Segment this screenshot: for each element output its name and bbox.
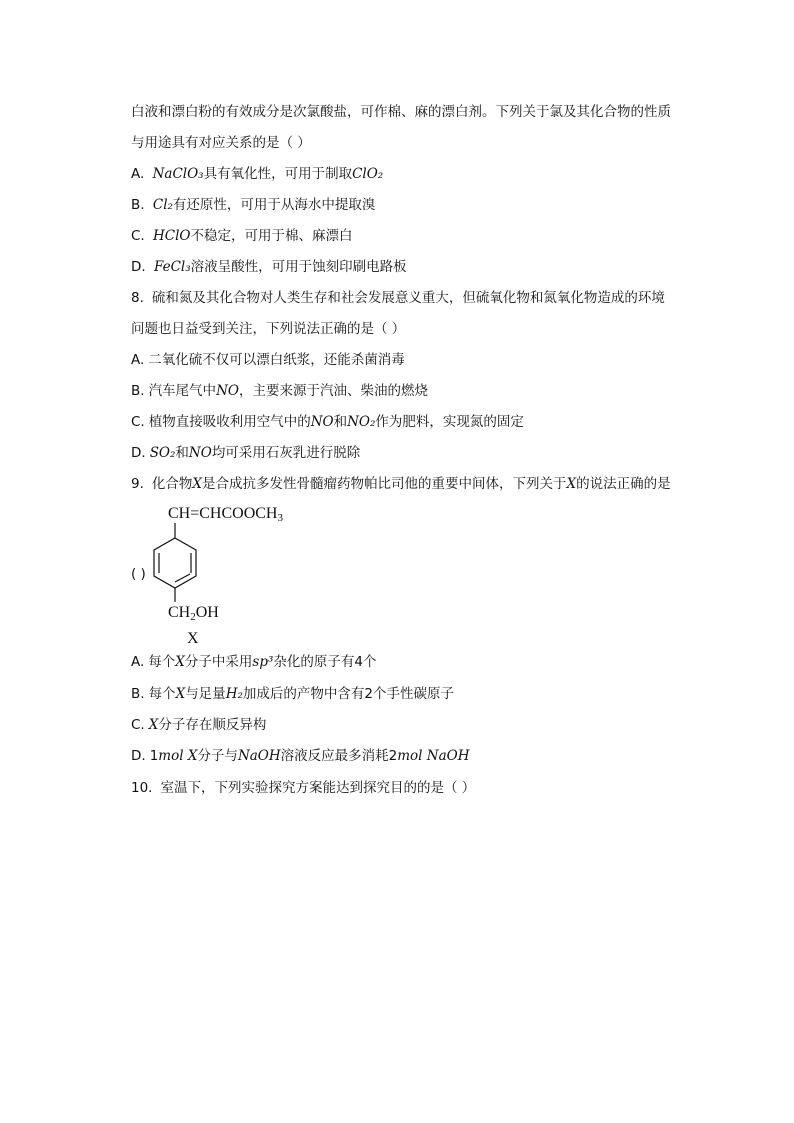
option-label: B. bbox=[131, 197, 145, 213]
option-text: 有还原性，可用于从海水中提取溴 bbox=[172, 197, 376, 213]
q9-option-d bbox=[131, 747, 469, 765]
question-number: 8. bbox=[131, 290, 144, 306]
formula: sp³ bbox=[252, 654, 274, 670]
option-text: 与足量 bbox=[185, 686, 226, 702]
q10-stem bbox=[131, 779, 475, 797]
formula: mol X bbox=[158, 748, 198, 764]
formula: NaClO₃ bbox=[152, 166, 204, 182]
formula: SO₂ bbox=[149, 445, 176, 461]
option-text: 具有氧化性，可用于制取 bbox=[203, 166, 353, 182]
q9-option-a bbox=[131, 653, 377, 671]
option-text: 均可采用石灰乳进行脱除 bbox=[211, 445, 361, 461]
option-text: 1 bbox=[149, 748, 159, 764]
option-label: D. bbox=[131, 259, 146, 275]
formula: H₂ bbox=[225, 686, 243, 702]
formula: HClO bbox=[153, 228, 191, 244]
option-text: 杂化的原子有4个 bbox=[273, 654, 377, 670]
option-text: 汽车尾气中 bbox=[148, 383, 217, 399]
option-text: 二氧化硫不仅可以漂白纸浆，还能杀菌消毒 bbox=[148, 352, 405, 368]
option-label: B. bbox=[131, 383, 145, 399]
question-text: 是合成抗多发性骨髓瘤药物帕比司他的重要中间体，下列关于 bbox=[202, 476, 567, 492]
option-text: 作为肥料，实现氮的固定 bbox=[375, 414, 524, 430]
question-text: 室温下，下列实验探究方案能达到探究目的的是（ ） bbox=[160, 780, 476, 796]
option-label: A. bbox=[131, 352, 145, 368]
top-substituent: CH=CHCOOCH3 bbox=[168, 505, 283, 524]
option-text: 每个 bbox=[148, 654, 176, 670]
formula: X bbox=[175, 654, 185, 670]
q9-answer-bracket: ( ) bbox=[131, 566, 146, 582]
option-text: 分子存在顺反异构 bbox=[158, 717, 267, 733]
option-text: 分子中采用 bbox=[184, 654, 253, 670]
option-text: ，主要来源于汽油、柴油的燃烧 bbox=[238, 383, 428, 399]
option-label: D. bbox=[131, 445, 146, 461]
formula: NaOH bbox=[237, 748, 281, 764]
q9-option-c bbox=[131, 716, 266, 734]
option-label: C. bbox=[131, 228, 145, 244]
option-label: A. bbox=[131, 166, 145, 182]
question-number: 10. bbox=[131, 780, 153, 796]
option-text: 分子与 bbox=[197, 748, 238, 764]
formula: FeCl₃ bbox=[153, 259, 191, 275]
formula: NO bbox=[310, 414, 334, 430]
bottom-substituent: CH2OH bbox=[168, 604, 219, 623]
option-text: 加成后的产物中含有2个手性碳原子 bbox=[242, 686, 454, 702]
formula: Cl₂ bbox=[152, 197, 173, 213]
formula: NO bbox=[188, 445, 212, 461]
question-number: 9. bbox=[131, 476, 144, 492]
intro-line-2: 与用途具有对应关系的是（ ） bbox=[131, 135, 311, 151]
question-text: 化合物 bbox=[151, 476, 193, 492]
formula: mol NaOH bbox=[397, 748, 470, 764]
option-text: 和 bbox=[333, 414, 348, 430]
intro-line-1: 白液和漂白粉的有效成分是次氯酸盐，可作棉、麻的漂白剂。下列关于氯及其化合物的性质 bbox=[131, 104, 671, 120]
option-label: A. bbox=[131, 654, 145, 670]
q9-option-b bbox=[131, 685, 454, 703]
option-text: 和 bbox=[175, 445, 189, 461]
formula: ClO₂ bbox=[352, 166, 384, 182]
option-label: D. bbox=[131, 748, 146, 764]
formula: NO bbox=[216, 383, 239, 399]
option-text: 不稳定，可用于棉、麻漂白 bbox=[190, 228, 353, 244]
q8-stem-line-2: 问题也日益受到关注，下列说法正确的是（ ） bbox=[131, 321, 406, 337]
option-text: 溶液反应最多消耗2 bbox=[280, 748, 398, 764]
option-text: 每个 bbox=[148, 686, 176, 702]
option-label: C. bbox=[131, 717, 145, 733]
formula: X bbox=[192, 476, 203, 492]
formula: X bbox=[175, 686, 186, 702]
compound-label: X bbox=[187, 630, 199, 647]
question-text: 硫和氮及其化合物对人类生存和社会发展意义重大，但硫氧化物和氮氧化物造成的环境 bbox=[151, 290, 665, 306]
option-text: 植物直接吸收利用空气中的 bbox=[148, 414, 311, 430]
question-text: 的说法正确的是 bbox=[576, 476, 671, 492]
benzene-ring bbox=[154, 538, 196, 588]
option-text: 溶液呈酸性，可用于蚀刻印刷电路板 bbox=[190, 259, 407, 275]
option-label: B. bbox=[131, 686, 145, 702]
formula: X bbox=[148, 717, 159, 733]
formula: NO₂ bbox=[347, 414, 376, 430]
formula: X bbox=[566, 476, 577, 492]
option-label: C. bbox=[131, 414, 145, 430]
